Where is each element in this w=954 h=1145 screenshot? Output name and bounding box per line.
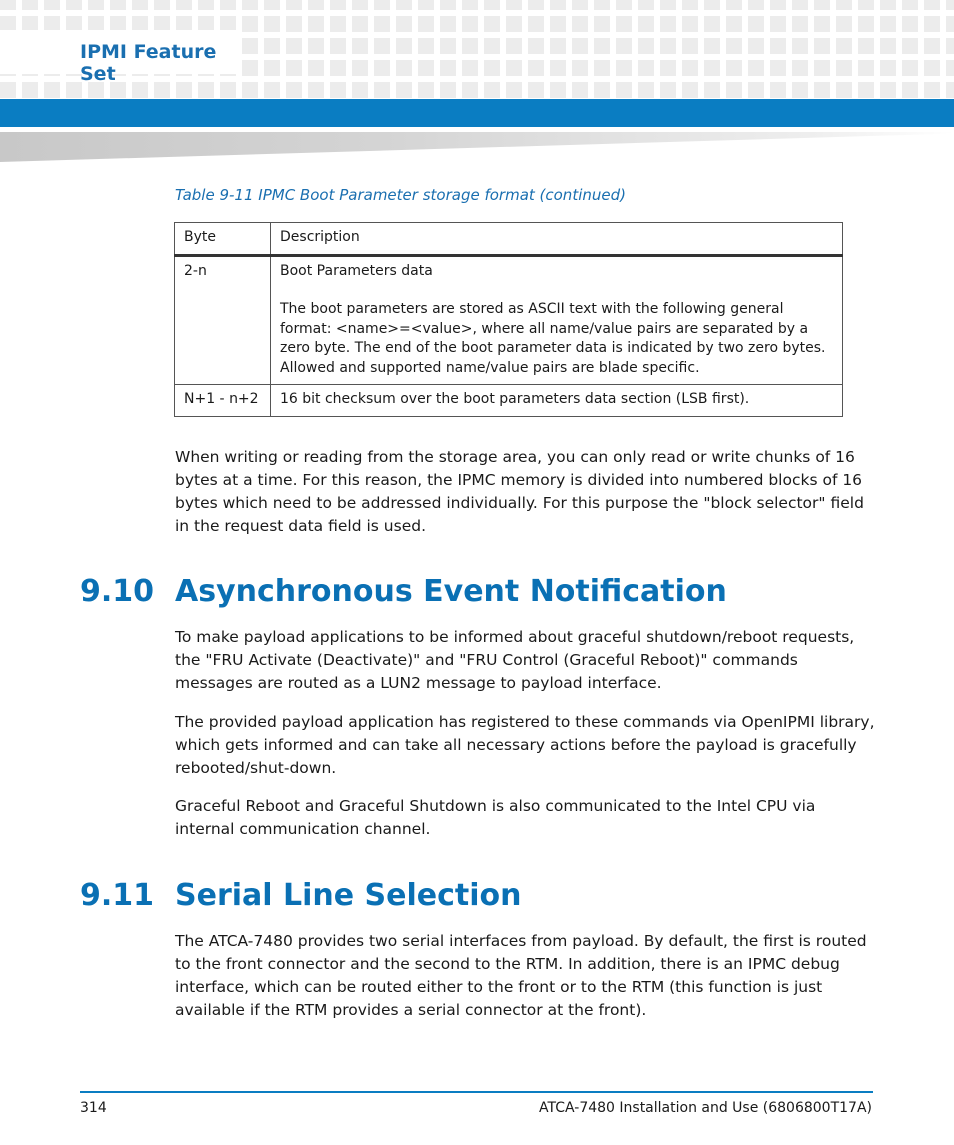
- boot-parameter-table: [174, 222, 843, 417]
- header-grey-wedge: [0, 132, 954, 162]
- table-row: [175, 255, 843, 385]
- header-blue-band: [0, 99, 954, 127]
- table-caption: Table 9-11 IPMC Boot Parameter storage format (continued): [175, 186, 626, 204]
- section-number: 9.11: [80, 878, 155, 913]
- column-header-description: Description: [271, 223, 843, 256]
- cell-description: [271, 255, 843, 385]
- description-body: The boot parameters are stored as ASCII text with the following general format: <name>=<value>, where all name/value pairs are separated by a zero byte. The end of the boot parameter data is indicated by two zero bytes. Allowed and supported name/value pairs are blade specific.: [280, 301, 826, 376]
- section-title: Asynchronous Event Notification: [175, 574, 727, 609]
- section-number: 9.10: [80, 574, 155, 609]
- table-row: [175, 385, 843, 417]
- header-section-title: IPMI Feature Set: [80, 41, 217, 85]
- header-title-box: [0, 30, 240, 85]
- document-title: ATCA-7480 Installation and Use (6806800T17A): [539, 1100, 872, 1116]
- section-heading-9-11: [80, 878, 522, 913]
- cell-byte: N+1 - n+2: [175, 385, 271, 417]
- table-header-row: [175, 223, 843, 256]
- column-header-byte: Byte: [175, 223, 271, 256]
- intro-paragraph: When writing or reading from the storage area, you can only read or write chunks of 16 bytes at a time. For this reason, the IPMC memory is divided into numbered blocks of 16 bytes which need to be addressed individually. For this purpose the "block selector" field in the request data field is used.: [175, 448, 864, 535]
- section-title: Serial Line Selection: [175, 878, 522, 913]
- cell-description: 16 bit checksum over the boot parameters data section (LSB first).: [271, 385, 843, 417]
- footer-rule: [80, 1091, 873, 1093]
- paragraph: The ATCA-7480 provides two serial interfaces from payload. By default, the first is routed to the front connector and the second to the RTM. In addition, there is an IPMC debug interface, which can be routed either to the front or to the RTM (this function is just available if the RTM provides a serial connector at the front).: [175, 932, 867, 1019]
- paragraph: Graceful Reboot and Graceful Shutdown is also communicated to the Intel CPU via internal communication channel.: [175, 797, 816, 838]
- paragraph: To make payload applications to be informed about graceful shutdown/reboot requests, the "FRU Activate (Deactivate)" and "FRU Control (Graceful Reboot)" commands messages are routed as a LUN2 message to payload interface.: [175, 628, 855, 692]
- cell-byte: 2-n: [175, 255, 271, 385]
- paragraph: The provided payload application has registered to these commands via OpenIPMI library, which gets informed and can take all necessary actions before the payload is gracefully rebooted/shut-down.: [175, 713, 875, 777]
- page-number: 314: [80, 1100, 107, 1116]
- description-title: Boot Parameters data: [280, 262, 433, 279]
- section-heading-9-10: [80, 574, 727, 609]
